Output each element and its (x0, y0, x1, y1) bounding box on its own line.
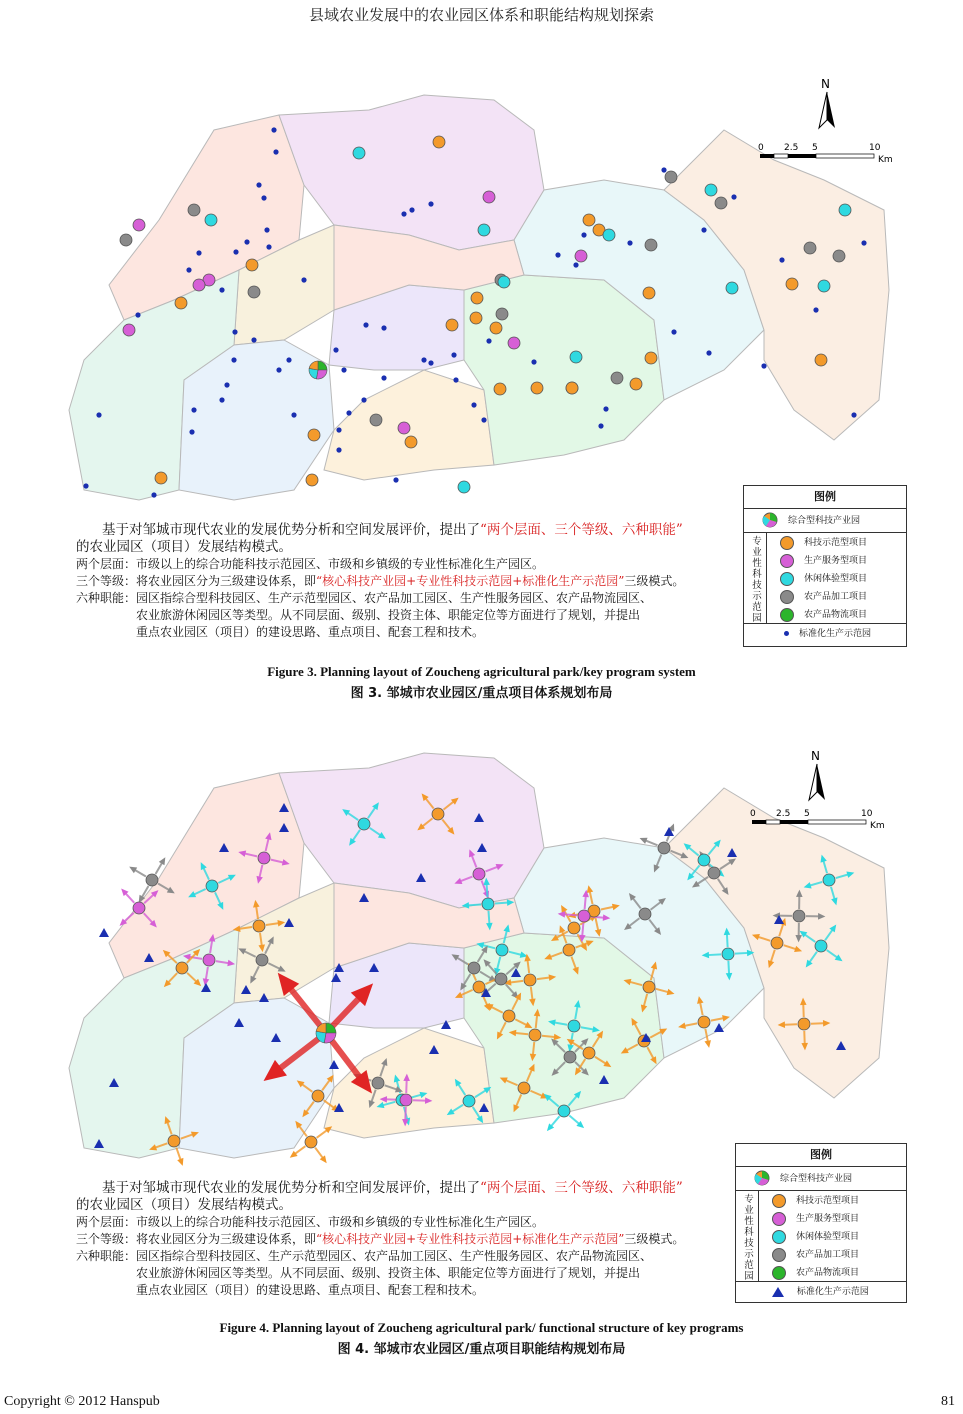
project-marker (611, 372, 623, 384)
project-marker (558, 1105, 570, 1117)
project-marker (246, 259, 258, 271)
scale-tick-0: 0 (758, 143, 764, 153)
project-marker (206, 880, 218, 892)
figure-3-description: 基于对邹城市现代农业的发展优势分析和空间发展评价，提出了“两个层面、三个等级、六种职能” 的农业园区（项目）发展结构模式。 两个层面：市级以上的综合功能科技示范园区、市级和乡镇级的专业性标准化生产园区。 三个等级：将农业园区分为三级建设体系，即“核心科技产业园+专业性科技示范园+标准化生产示范园”三级模式。 六种职能：园区指综合型科技园区、生产示范型园区、农产品加工园区、生产性服务园区、农产品物流园区、 农业旅游休闲园区等类型。从不同层面、级别、投资主体、职能定位等方面进行了规划，并提出 重点农业园区（项目）的建设思路、重点项目、配套工程和技术。 (76, 522, 685, 639)
standard-park-dot (286, 357, 291, 362)
figure-4-caption-en: Figure 4. Planning layout of Zoucheng agricultural park/ functional structure of key programs (219, 1320, 744, 1335)
scale-tick-0: 0 (750, 809, 756, 819)
project-marker (446, 319, 458, 331)
scale-unit: Km (878, 155, 893, 165)
legend-sym-0 (780, 536, 794, 550)
project-marker (175, 297, 187, 309)
standard-park-dot (598, 423, 603, 428)
standard-park-dot (627, 240, 632, 245)
project-marker (643, 287, 655, 299)
scale-bar (754, 140, 904, 170)
standard-park-dot (381, 325, 386, 330)
project-marker (823, 874, 835, 886)
standard-park-dot (151, 492, 156, 497)
standard-park-dot (261, 195, 266, 200)
project-marker (833, 250, 845, 262)
project-marker (370, 414, 382, 426)
project-marker (205, 214, 217, 226)
project-marker (471, 292, 483, 304)
project-marker (815, 940, 827, 952)
standard-park-dot (851, 412, 856, 417)
project-marker (123, 324, 135, 336)
standard-park-dot (813, 307, 818, 312)
standard-park-dot (231, 357, 236, 362)
standard-park-dot (135, 312, 140, 317)
standard-park-dot (428, 360, 433, 365)
standard-park-dot (219, 287, 224, 292)
north-label: N (821, 77, 830, 91)
north-label: N (811, 749, 820, 763)
project-marker (798, 1018, 810, 1030)
project-marker (353, 147, 365, 159)
project-marker (398, 422, 410, 434)
project-marker (308, 429, 320, 441)
project-marker (564, 1051, 576, 1063)
standard-park-dot (336, 447, 341, 452)
project-marker (155, 472, 167, 484)
standard-park-dot (471, 402, 476, 407)
project-marker (503, 1010, 515, 1022)
scale-tick-3: 10 (861, 809, 873, 819)
project-marker (168, 1135, 180, 1147)
project-marker (705, 184, 717, 196)
project-marker (256, 954, 268, 966)
project-marker (133, 902, 145, 914)
scale-bar (746, 806, 896, 836)
standard-park-dot (191, 407, 196, 412)
project-marker (176, 962, 188, 974)
standard-park-dot (291, 412, 296, 417)
project-marker (258, 852, 270, 864)
standard-park-dot (333, 347, 338, 352)
project-marker (645, 352, 657, 364)
standard-park-dot (603, 406, 608, 411)
project-marker (804, 242, 816, 254)
project-marker (432, 808, 444, 820)
standard-park-dot (301, 277, 306, 282)
standard-park-dot (189, 429, 194, 434)
standard-park-dot (393, 477, 398, 482)
standard-park-dot (481, 417, 486, 422)
standard-park-dot (361, 397, 366, 402)
project-marker (498, 276, 510, 288)
figure-4-description: 基于对邹城市现代农业的发展优势分析和空间发展评价，提出了“两个层面、三个等级、六种职能” 的农业园区（项目）发展结构模式。 两个层面：市级以上的综合功能科技示范园区、市级和乡镇级的专业性标准化生产园区。 三个等级：将农业园区分为三级建设体系，即“核心科技产业园+专业性科技示范园+标准化生产示范园”三级模式。 六种职能：园区指综合型科技园区、生产示范型园区、农产品加工园区、生产性服务园区、农产品物流园区、 农业旅游休闲园区等类型。从不同层面、级别、投资主体、职能定位等方面进行了规划，并提出 重点农业园区（项目）的建设思路、重点项目、配套工程和技术。 (76, 1180, 685, 1297)
figure-4-caption-zh: 图 4. 邹城市农业园区/重点项目职能结构规划布局 (337, 1342, 626, 1357)
figure-3-caption-zh: 图 3. 邹城市农业园区/重点项目体系规划布局 (350, 686, 613, 701)
legend-sym-2 (780, 572, 794, 586)
standard-park-dot (706, 350, 711, 355)
project-marker (603, 229, 615, 241)
project-marker (575, 250, 587, 262)
project-marker (583, 214, 595, 226)
project-marker (372, 1077, 384, 1089)
standard-park-dot (701, 227, 706, 232)
standard-park-dot (96, 412, 101, 417)
project-marker (518, 1082, 530, 1094)
legend-sym-1 (780, 554, 794, 568)
north-arrow-icon (806, 748, 828, 804)
project-marker (248, 286, 260, 298)
project-marker (698, 1016, 710, 1028)
project-marker (496, 944, 508, 956)
scale-tick-2: 5 (812, 143, 818, 153)
comprehensive-park-icon (754, 1170, 770, 1186)
standard-park-dot (186, 267, 191, 272)
standard-park-dot (363, 322, 368, 327)
project-marker (482, 898, 494, 910)
standard-park-dot (671, 329, 676, 334)
project-marker (478, 224, 490, 236)
project-marker (815, 354, 827, 366)
standard-park-dot (273, 149, 278, 154)
project-marker (203, 954, 215, 966)
project-marker (473, 981, 485, 993)
scale-tick-1: 2.5 (784, 143, 799, 153)
project-marker (490, 322, 502, 334)
standard-park-dot (232, 329, 237, 334)
standard-park-dot (196, 250, 201, 255)
project-marker (643, 981, 655, 993)
scale-unit: Km (870, 821, 885, 831)
project-marker (715, 197, 727, 209)
project-marker (358, 818, 370, 830)
legend-sym-3 (780, 590, 794, 604)
project-marker (630, 378, 642, 390)
project-marker (531, 382, 543, 394)
project-marker (508, 337, 520, 349)
project-marker (563, 944, 575, 956)
standard-park-dot (219, 397, 224, 402)
standard-park-dot (346, 410, 351, 415)
project-marker (583, 1047, 595, 1059)
standard-park-dot (451, 352, 456, 357)
project-marker (306, 474, 318, 486)
figure-3 (64, 70, 909, 650)
legend-sym-4 (780, 608, 794, 622)
project-marker (570, 351, 582, 363)
project-marker (578, 910, 590, 922)
standard-park-dot (341, 367, 346, 372)
scale-tick-2: 5 (804, 809, 810, 819)
copyright: Copyright © 2012 Hanspub (4, 1394, 160, 1409)
standard-park-dot (83, 483, 88, 488)
running-head: 县域农业发展中的农业园区体系和职能结构规划探索 (308, 6, 654, 24)
comprehensive-park-icon (762, 512, 778, 528)
project-marker (473, 868, 485, 880)
north-arrow-icon (816, 76, 838, 132)
project-marker (458, 481, 470, 493)
map-region (279, 95, 544, 250)
project-marker (665, 171, 677, 183)
project-marker (708, 867, 720, 879)
standard-park-dot (401, 211, 406, 216)
legend-sym-dot (784, 631, 789, 636)
project-marker (726, 282, 738, 294)
project-marker (639, 908, 651, 920)
standard-park-dot (581, 232, 586, 237)
standard-park-triangle (99, 928, 109, 937)
project-marker (312, 1090, 324, 1102)
standard-park-dot (251, 337, 256, 342)
project-marker (470, 312, 482, 324)
standard-park-dot (555, 252, 560, 257)
project-marker (193, 279, 205, 291)
project-marker (483, 191, 495, 203)
triangle-icon (772, 1287, 784, 1297)
project-marker (253, 920, 265, 932)
project-marker (495, 973, 507, 985)
project-marker (133, 219, 145, 231)
standard-park-dot (264, 227, 269, 232)
standard-park-dot (573, 262, 578, 267)
scale-tick-3: 10 (869, 143, 881, 153)
project-marker (568, 1020, 580, 1032)
function-arrowhead (177, 1158, 183, 1166)
comprehensive-park-marker (318, 361, 327, 370)
project-marker (494, 383, 506, 395)
standard-park-dot (486, 338, 491, 343)
project-marker (400, 1094, 412, 1106)
standard-park-dot (256, 182, 261, 187)
project-marker (305, 1136, 317, 1148)
project-marker (405, 436, 417, 448)
standard-park-dot (233, 249, 238, 254)
scale-tick-1: 2.5 (776, 809, 791, 819)
figure-4 (64, 728, 909, 1303)
standard-park-dot (861, 240, 866, 245)
project-marker (698, 854, 710, 866)
standard-park-dot (266, 244, 271, 249)
project-marker (658, 842, 670, 854)
project-marker (433, 136, 445, 148)
project-marker (496, 308, 508, 320)
standard-park-dot (531, 359, 536, 364)
standard-park-dot (276, 367, 281, 372)
standard-park-dot (428, 201, 433, 206)
project-marker (771, 937, 783, 949)
project-marker (120, 234, 132, 246)
standard-park-dot (453, 377, 458, 382)
standard-park-dot (381, 375, 386, 380)
project-marker (568, 922, 580, 934)
project-marker (468, 962, 480, 974)
function-arrowhead (704, 1040, 710, 1048)
standard-park-dot (779, 257, 784, 262)
project-marker (818, 280, 830, 292)
standard-park-dot (661, 167, 666, 172)
project-marker (722, 948, 734, 960)
page-number: 81 (941, 1394, 955, 1409)
project-marker (786, 278, 798, 290)
project-marker (566, 382, 578, 394)
project-marker (645, 239, 657, 251)
standard-park-dot (224, 382, 229, 387)
project-marker (529, 1029, 541, 1041)
standard-park-dot (421, 357, 426, 362)
standard-park-dot (244, 239, 249, 244)
map-region (279, 753, 544, 908)
standard-park-dot (271, 127, 276, 132)
project-marker (793, 910, 805, 922)
legend-fig4: 图例 综合型科技产业园 专业性科技示范园 科技示范型项目 生产服务型项目 休闲体验型项目 农产品加工项目 农产品物流项目 标准化生产示范园 (735, 1143, 907, 1303)
project-marker (524, 974, 536, 986)
standard-park-dot (731, 194, 736, 199)
project-marker (463, 1095, 475, 1107)
standard-park-dot (409, 207, 414, 212)
standard-park-dot (336, 427, 341, 432)
project-marker (839, 204, 851, 216)
figure-3-caption-en: Figure 3. Planning layout of Zoucheng agricultural park/key program system (267, 664, 696, 679)
project-marker (146, 874, 158, 886)
project-marker (188, 204, 200, 216)
standard-park-dot (761, 363, 766, 368)
legend-fig3: 图例 综合型科技产业园 专业性科技示范园 科技示范型项目 生产服务型项目 休闲体验型项目 农产品加工项目 农产品物流项目 标准化生产示范园 (743, 485, 907, 647)
